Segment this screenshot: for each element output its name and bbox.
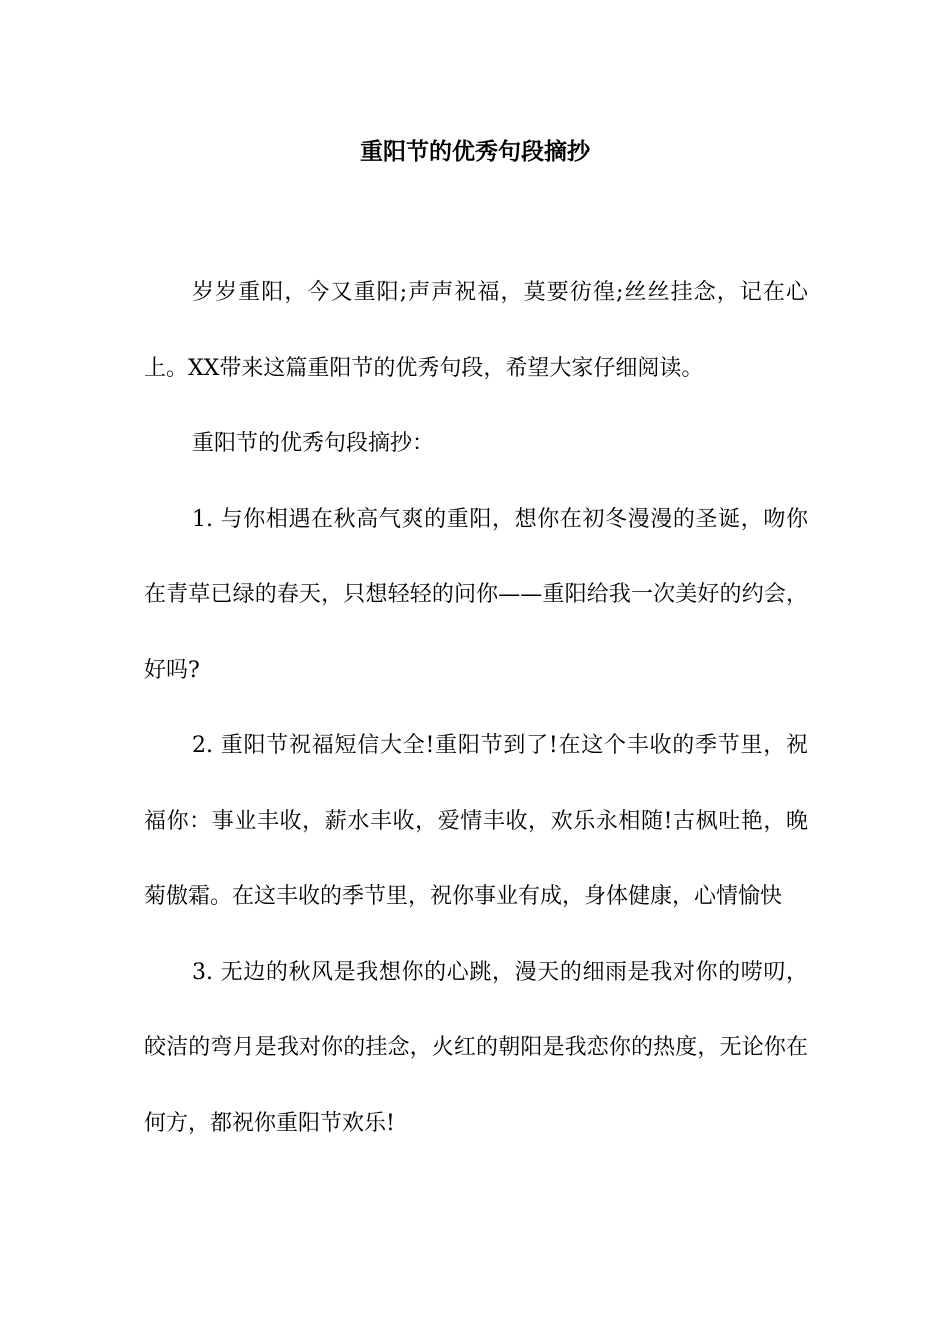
paragraph-item-3: 3. 无边的秋风是我想你的心跳，漫天的细雨是我对你的唠叨，皎洁的弯月是我对你的挂念，火红的朝阳是我恋你的热度，无论你在何方，都祝你重阳节欢乐! (144, 959, 808, 1136)
paragraph-intro: 岁岁重阳，今又重阳;声声祝福，莫要彷徨;丝丝挂念，记在心上。XX带来这篇重阳节的优秀句段，希望大家仔细阅读。 (144, 280, 808, 381)
paragraph-item-1: 1. 与你相遇在秋高气爽的重阳，想你在初冬漫漫的圣诞，吻你在青草已绿的春天，只想轻轻的问你——重阳给我一次美好的约会，好吗? (144, 506, 808, 683)
paragraph-item-2: 2. 重阳节祝福短信大全!重阳节到了!在这个丰收的季节里，祝福你：事业丰收，薪水丰收，爱情丰收，欢乐永相随!古枫吐艳，晚菊傲霜。在这丰收的季节里，祝你事业有成，身体健康，心情愉快 (144, 733, 808, 909)
document-body (144, 255, 808, 1161)
paragraph-heading: 重阳节的优秀句段摘抄： (192, 431, 435, 456)
document-title: 重阳节的优秀句段摘抄 (360, 138, 590, 165)
